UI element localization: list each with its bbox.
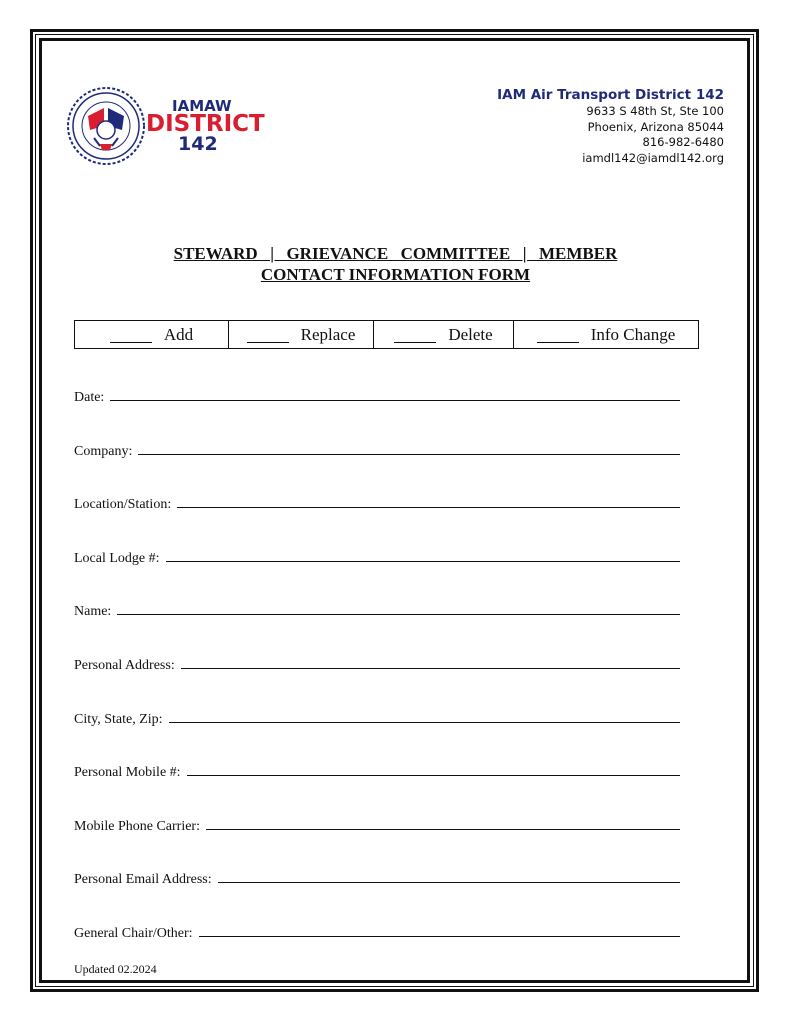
form-title-line1: STEWARD | GRIEVANCE COMMITTEE | MEMBER	[173, 244, 618, 263]
updated-date: Updated 02.2024	[74, 962, 157, 976]
field-personal-email	[74, 868, 680, 888]
action-info-change-cell[interactable]	[514, 321, 698, 348]
action-add-blank[interactable]	[110, 326, 152, 343]
org-email: iamdl142@iamdl142.org	[582, 150, 724, 165]
action-info-change-blank[interactable]	[537, 326, 579, 343]
field-location-label: Location/Station:	[74, 497, 172, 512]
field-location	[74, 493, 680, 513]
field-personal-mobile-label: Personal Mobile #:	[74, 765, 181, 780]
brand-number: 142	[178, 133, 218, 155]
org-street: 9633 S 48th St, Ste 100	[586, 104, 724, 118]
field-city-state-zip-input[interactable]	[169, 708, 680, 723]
action-info-change-label: Info Change	[590, 324, 676, 344]
field-personal-address-label: Personal Address:	[74, 658, 175, 673]
form-title-line2: CONTACT INFORMATION FORM	[260, 265, 531, 284]
brand-iamaw: IAMAW	[172, 97, 232, 115]
field-personal-address	[74, 654, 680, 674]
field-city-state-zip	[74, 708, 680, 728]
action-delete-label: Delete	[448, 324, 493, 344]
field-mobile-carrier	[74, 815, 680, 835]
action-add-cell[interactable]	[75, 321, 229, 348]
field-city-state-zip-label: City, State, Zip:	[74, 712, 163, 727]
action-replace-blank[interactable]	[247, 326, 289, 343]
field-name	[74, 600, 680, 620]
field-local-lodge-input[interactable]	[166, 547, 680, 562]
field-date-input[interactable]	[110, 386, 680, 401]
field-personal-address-input[interactable]	[181, 654, 680, 669]
field-company	[74, 440, 680, 460]
iam-seal-logo	[66, 86, 146, 166]
org-address-block	[497, 86, 724, 166]
field-personal-mobile-input[interactable]	[187, 761, 680, 776]
action-replace-cell[interactable]	[229, 321, 374, 348]
field-date-label: Date:	[74, 390, 105, 405]
org-city: Phoenix, Arizona 85044	[587, 119, 724, 134]
action-delete-blank[interactable]	[394, 326, 436, 343]
field-name-label: Name:	[74, 604, 112, 619]
field-personal-email-input[interactable]	[218, 868, 680, 883]
field-local-lodge-label: Local Lodge #:	[74, 551, 160, 566]
field-date	[74, 386, 680, 406]
field-general-chair-input[interactable]	[199, 922, 680, 937]
org-name: IAM Air Transport District 142	[497, 87, 724, 103]
action-delete-cell[interactable]	[374, 321, 514, 348]
action-replace-label: Replace	[300, 324, 356, 344]
action-add-label: Add	[163, 324, 194, 344]
field-personal-email-label: Personal Email Address:	[74, 872, 212, 887]
field-mobile-carrier-label: Mobile Phone Carrier:	[74, 819, 200, 834]
field-company-label: Company:	[74, 444, 133, 459]
field-personal-mobile	[74, 761, 680, 781]
field-general-chair	[74, 922, 680, 942]
field-general-chair-label: General Chair/Other:	[74, 926, 193, 941]
field-company-input[interactable]	[138, 440, 680, 455]
field-name-input[interactable]	[117, 600, 680, 615]
org-phone: 816-982-6480	[642, 135, 724, 149]
brand-district: DISTRICT	[146, 111, 265, 137]
field-location-input[interactable]	[177, 493, 680, 508]
action-type-table	[74, 320, 699, 349]
field-mobile-carrier-input[interactable]	[206, 815, 680, 830]
field-local-lodge	[74, 547, 680, 567]
